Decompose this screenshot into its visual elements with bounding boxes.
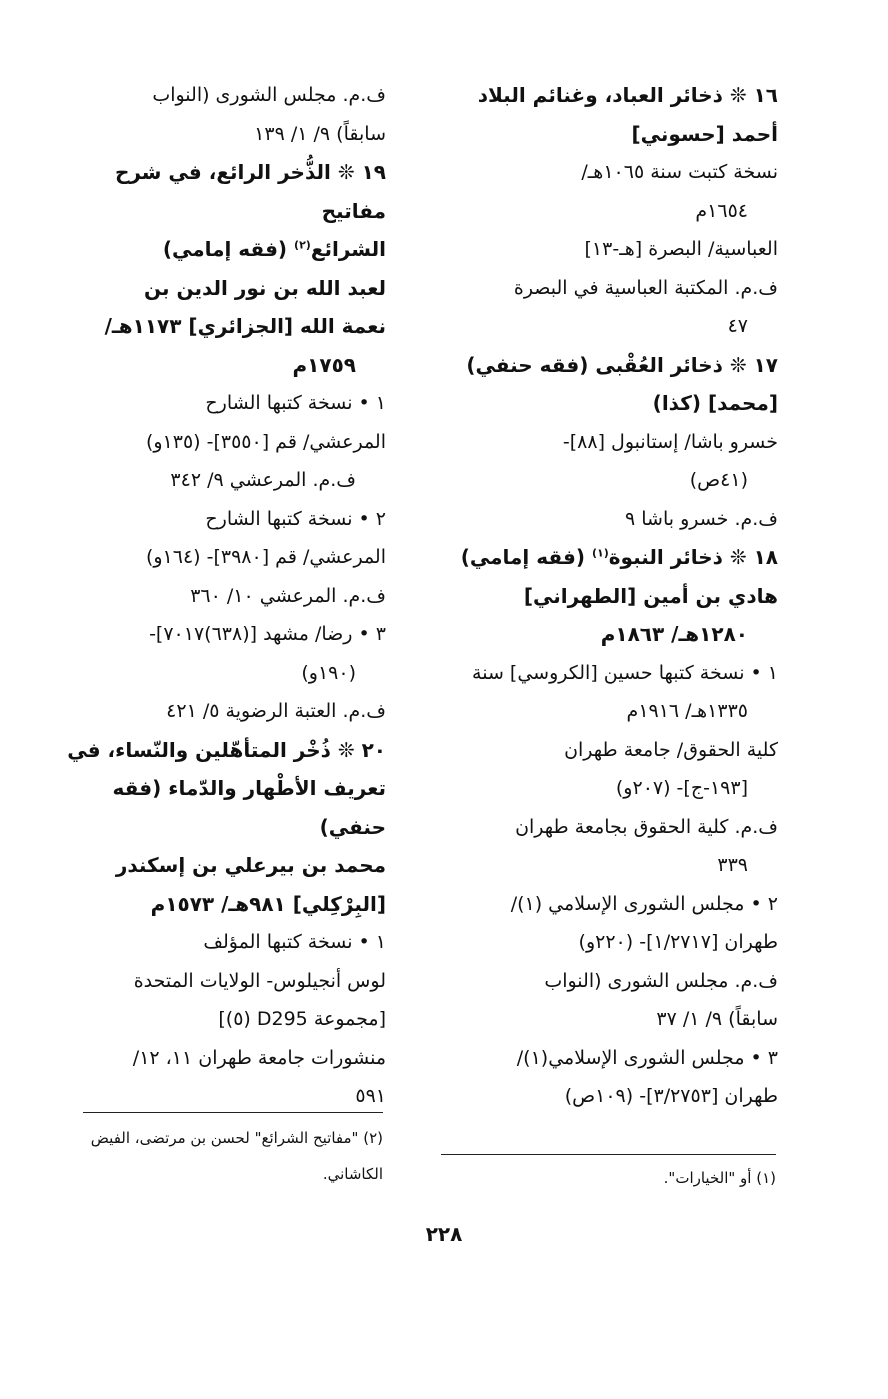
- entry-text-line: [438, 731, 778, 770]
- entry-heading-line: [46, 731, 386, 770]
- line-text: [البِرْكِلي] ٩٨١هـ/ ١٥٧٣م: [150, 891, 386, 916]
- line-text: ف.م. المرعشي ٩/ ٣٤٢: [170, 469, 356, 491]
- footnote-marker: (١): [591, 546, 609, 560]
- entry-heading-line: [438, 115, 778, 154]
- right-column: [438, 76, 778, 1116]
- entry-text-line: [438, 769, 778, 808]
- line-text: حنفي): [319, 814, 386, 839]
- entry-text-line: [438, 1077, 778, 1116]
- entry-text-line: [46, 461, 386, 500]
- entry-text-line: [46, 1000, 386, 1039]
- line-text: ٢ • مجلس الشورى الإسلامي (١)/: [510, 892, 778, 915]
- line-text: ٣ • مجلس الشورى الإسلامي(١)/: [516, 1046, 778, 1069]
- entry-text-line: [438, 885, 778, 924]
- entry-text-line: [438, 846, 778, 885]
- entry-text-line: [438, 423, 778, 462]
- entry-text-line: [438, 654, 778, 693]
- entry-heading-line: [46, 307, 386, 346]
- entry-text-line: [438, 230, 778, 269]
- line-text: ١ • نسخة كتبها الشارح: [205, 392, 386, 414]
- line-text: ١٢٨٠هـ/ ١٨٦٣م: [600, 622, 748, 646]
- line-text: ٣ • رضا/ مشهد [(٦٣٨)٧٠١٧]-: [149, 623, 386, 645]
- entry-heading-line: [46, 885, 386, 924]
- line-text: (١٩٠و): [301, 661, 356, 684]
- line-text: ١٧٥٩م: [292, 352, 356, 377]
- entry-heading-line: [438, 384, 778, 423]
- line-text: ف.م. خسرو باشا ٩: [624, 507, 778, 530]
- entry-heading-line: [46, 769, 386, 808]
- entry-heading-line: [438, 76, 778, 115]
- line-text: ١ • نسخة كتبها المؤلف: [203, 931, 386, 953]
- line-text: ١٧ ❊ ذخائر العُقْبى (فقه حنفي): [466, 352, 778, 377]
- entry-text-line: [438, 962, 778, 1001]
- entry-text-line: [46, 76, 386, 115]
- footnote-left: (٢) "مفاتيح الشرائع" لحسن بن مرتضى، الفيض الكاشاني.: [90, 1129, 383, 1183]
- line-text: سابقاً) ٩/ ١/ ١٣٩: [254, 122, 386, 145]
- line-text: [مجموعة D295 (٥)]: [218, 1008, 386, 1030]
- footnote-right: (١) أو "الخيارات".: [663, 1169, 776, 1187]
- entry-heading-line: [46, 153, 386, 230]
- line-text: المرعشي/ قم [٣٥٥٠]- (١٣٥و): [145, 430, 386, 453]
- subject-tag: (فقه إمامي): [162, 237, 295, 261]
- entry-text-line: [438, 808, 778, 847]
- entry-text-line: [46, 1077, 386, 1116]
- line-text: محمد بن بيرعلي بن إسكندر: [115, 853, 386, 877]
- entry-text-line: [46, 423, 386, 462]
- entry-text-line: [46, 577, 386, 616]
- line-text: هادي بن أمين [الطهراني]: [523, 583, 778, 608]
- line-text: ف.م. مجلس الشورى (النواب: [152, 84, 386, 106]
- entry-text-line: [438, 923, 778, 962]
- line-text: ف.م. كلية الحقوق بجامعة طهران: [515, 815, 778, 838]
- entry-heading-line: [46, 346, 386, 385]
- entry-heading-line: [438, 346, 778, 385]
- entry-text-line: [438, 692, 778, 731]
- subject-tag: (فقه إمامي): [460, 545, 592, 569]
- entry-text-line: [46, 115, 386, 154]
- line-text: ١٣٣٥هـ/ ١٩١٦م: [626, 700, 748, 722]
- entry-text-line: [438, 1000, 778, 1039]
- line-text: ١٨ ❊ ذخائر النبوة: [608, 545, 778, 569]
- line-text: ١ • نسخة كتبها حسين [الكروسي] سنة: [472, 661, 778, 684]
- line-text: طهران [١/٢٧١٧]- (٢٢٠و): [578, 931, 778, 953]
- entry-text-line: [46, 538, 386, 577]
- entry-text-line: [438, 192, 778, 231]
- entry-text-line: [46, 923, 386, 962]
- entry-text-line: [46, 692, 386, 731]
- footnote-separator-left: [83, 1112, 383, 1113]
- line-text: لوس أنجيلوس- الولايات المتحدة: [133, 969, 386, 992]
- line-text: طهران [٣/٢٧٥٣]- (١٠٩ص): [564, 1085, 778, 1107]
- line-text: أحمد [حسوني]: [631, 121, 778, 146]
- entry-heading-line: [438, 538, 778, 577]
- entry-text-line: [46, 654, 386, 693]
- line-text: ٥٩١: [355, 1085, 386, 1107]
- entry-heading-line: [46, 230, 386, 269]
- line-text: ف.م. مجلس الشورى (النواب: [544, 969, 778, 992]
- line-text: [محمد] (كذا): [652, 391, 778, 415]
- line-text: ١٦٥٤م: [695, 199, 748, 222]
- entry-text-line: [438, 1039, 778, 1078]
- line-text: ١٩ ❊ الذُّخر الرائع، في شرح مفاتيح: [114, 160, 386, 223]
- line-text: لعبد الله بن نور الدين بن: [144, 275, 386, 300]
- entry-text-line: [438, 500, 778, 539]
- line-text: الشرائع: [310, 237, 386, 261]
- line-text: تعريف الأطْهار والدّماء (فقه: [112, 776, 386, 800]
- footnote-marker: (٢): [294, 238, 311, 252]
- line-text: ٢٠ ❊ ذُخْر المتأهّلين والنّساء، في: [67, 737, 386, 762]
- line-text: المرعشي/ قم [٣٩٨٠]- (١٦٤و): [145, 546, 386, 568]
- entry-text-line: [46, 500, 386, 539]
- line-text: ٢ • نسخة كتبها الشارح: [205, 507, 386, 530]
- entry-text-line: [438, 461, 778, 500]
- line-text: نسخة كتبت سنة ١٠٦٥هـ/: [581, 161, 778, 183]
- line-text: العباسية/ البصرة [هـ-١٣]: [584, 238, 778, 260]
- entry-heading-line: [46, 269, 386, 308]
- line-text: كلية الحقوق/ جامعة طهران: [564, 738, 778, 761]
- line-text: ف.م. المكتبة العباسية في البصرة: [513, 276, 778, 299]
- left-column: [46, 76, 386, 1116]
- entry-text-line: [438, 269, 778, 308]
- page-number: ٢٢٨: [425, 1222, 463, 1246]
- line-text: ٣٣٩: [717, 854, 748, 876]
- entry-text-line: [46, 384, 386, 423]
- entry-heading-line: [46, 846, 386, 885]
- line-text: (٤١ص): [689, 469, 748, 491]
- entry-heading-line: [438, 615, 778, 654]
- line-text: خسرو باشا/ إستانبول [٨٨]-: [562, 430, 778, 453]
- entry-text-line: [46, 1039, 386, 1078]
- entry-text-line: [46, 962, 386, 1001]
- entry-heading-line: [438, 577, 778, 616]
- entry-heading-line: [46, 808, 386, 847]
- footnote-separator-right: [441, 1154, 776, 1155]
- entry-text-line: [438, 153, 778, 192]
- line-text: [١٩٣-ج]- (٢٠٧و): [615, 777, 748, 799]
- entry-text-line: [46, 615, 386, 654]
- line-text: ف.م. العتبة الرضوية ٥/ ٤٢١: [166, 700, 386, 722]
- line-text: ١٦ ❊ ذخائر العباد، وغنائم البلاد: [477, 83, 778, 107]
- entry-text-line: [438, 307, 778, 346]
- line-text: ٤٧: [727, 315, 748, 337]
- line-text: نعمة الله [الجزائري] ١١٧٣هـ/: [104, 314, 386, 338]
- line-text: منشورات جامعة طهران ١١، ١٢/: [132, 1046, 386, 1069]
- line-text: ف.م. المرعشي ١٠/ ٣٦٠: [190, 584, 386, 607]
- line-text: سابقاً) ٩/ ١/ ٣٧: [656, 1008, 778, 1030]
